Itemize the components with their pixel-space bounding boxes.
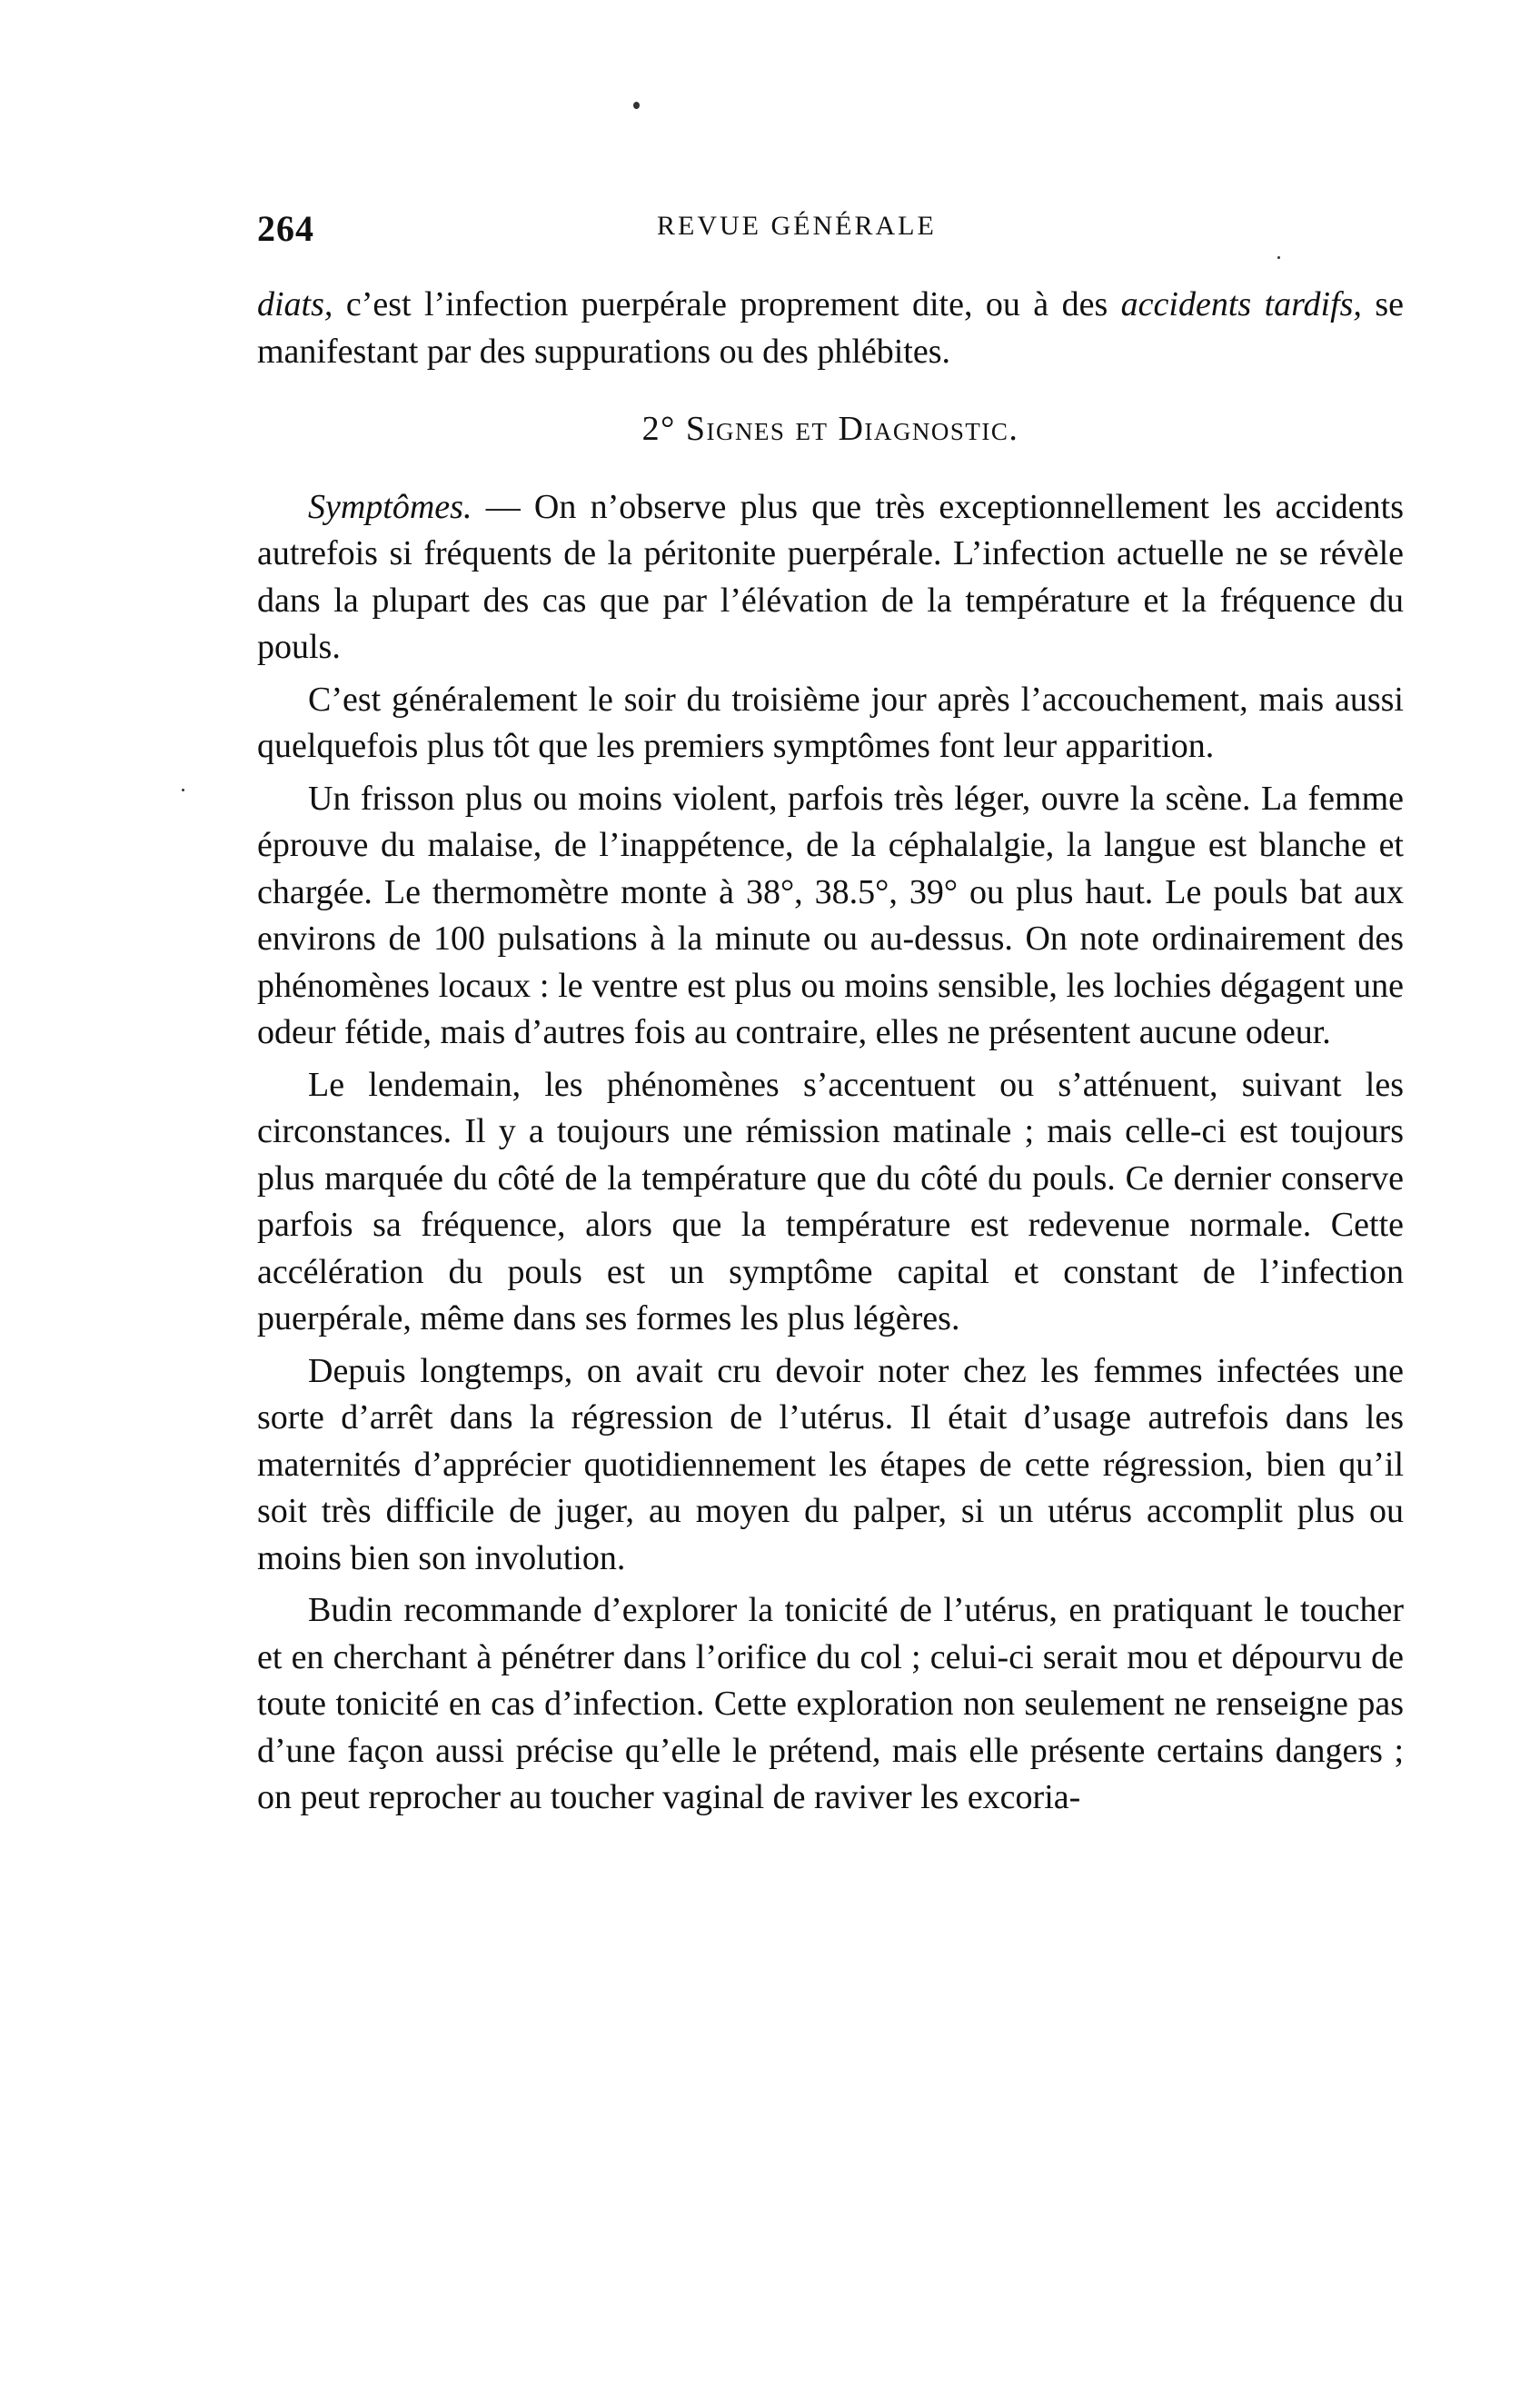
text-fragment: c’est l’infection puerpérale proprement dite, ou à des — [333, 285, 1121, 323]
italic-fragment: diats, — [257, 285, 333, 323]
text-fragment: — On n’observe plus que très exceptionnellement les accidents autrefois si fréquents de la péritonite puerpérale. L’infection actuelle ne se révèle dans la plupart des cas que par l’élévation de la température et la fréquence du pouls. — [257, 487, 1404, 666]
ink-speck — [1277, 256, 1280, 259]
paragraph: Le lendemain, les phénomènes s’accentuent ou s’atténuent, suivant les circonstances. Il y a toujours une rémission matinale ; mais celle-ci est toujours plus marquée du côté de la température que du côté du pouls. Ce dernier conserve parfois sa fréquence, alors que la température est redevenue normale. Cette accélération du pouls est un symptôme capital et constant de l’infection puerpérale, même dans ses formes les plus légères. — [257, 1065, 1404, 1337]
paragraph-symptoms — [257, 484, 1404, 671]
ink-speck — [633, 102, 640, 109]
page-number: 264 — [257, 208, 314, 249]
paragraph-continued — [257, 282, 1404, 375]
paragraph: Depuis longtemps, on avait cru devoir noter chez les femmes infectées une sorte d’arrêt dans la régression de l’utérus. Il était d’usage autrefois dans les maternités d’apprécier quotidiennement les étapes de cette régression, bien qu’il soit très difficile de juger, au moyen du palper, si un utérus accomplit plus ou moins bien son involution. — [257, 1351, 1404, 1577]
italic-term: accidents tardifs, — [1120, 285, 1362, 323]
paragraph-lead-term: Symptômes. — [308, 487, 472, 526]
text-fragment: se manifestant par des suppurations ou des phlébites. — [257, 285, 1405, 371]
ink-speck — [182, 789, 184, 791]
page-header — [257, 198, 1402, 253]
paragraph: Budin recommande d’explorer la tonicité de l’utérus, en pratiquant le toucher et en cherchant à pénétrer dans l’orifice du col ; celui-ci serait mou et dépourvu de toute tonicité en cas d’infection. Cette exploration non seulement ne renseigne pas d’une façon aussi précise qu’elle le prétend, mais elle présente certains dangers ; on peut reprocher au toucher vaginal de raviver les excoria- — [257, 1591, 1404, 1816]
section-heading: 2° Signes et Diagnostic. — [641, 410, 1019, 448]
body-text — [257, 282, 1404, 1822]
paragraph: Un frisson plus ou moins violent, parfois très léger, ouvre la scène. La femme éprouve du malaise, de l’inappétence, de la céphalalgie, la langue est blanche et chargée. Le thermomètre monte à 38°, 38.5°, 39° ou plus haut. Le pouls bat aux environs de 100 pulsations à la minute ou au-dessus. On note ordinairement des phénomènes locaux : le ventre est plus ou moins sensible, les lochies dégagent une odeur fétide, mais d’autres fois au contraire, elles ne présentent aucune odeur. — [257, 779, 1404, 1051]
paragraph: C’est généralement le soir du troisième jour après l’accouchement, mais aussi quelquefois plus tôt que les premiers symptômes font leur apparition. — [257, 680, 1404, 765]
running-title: REVUE GÉNÉRALE — [657, 211, 937, 241]
